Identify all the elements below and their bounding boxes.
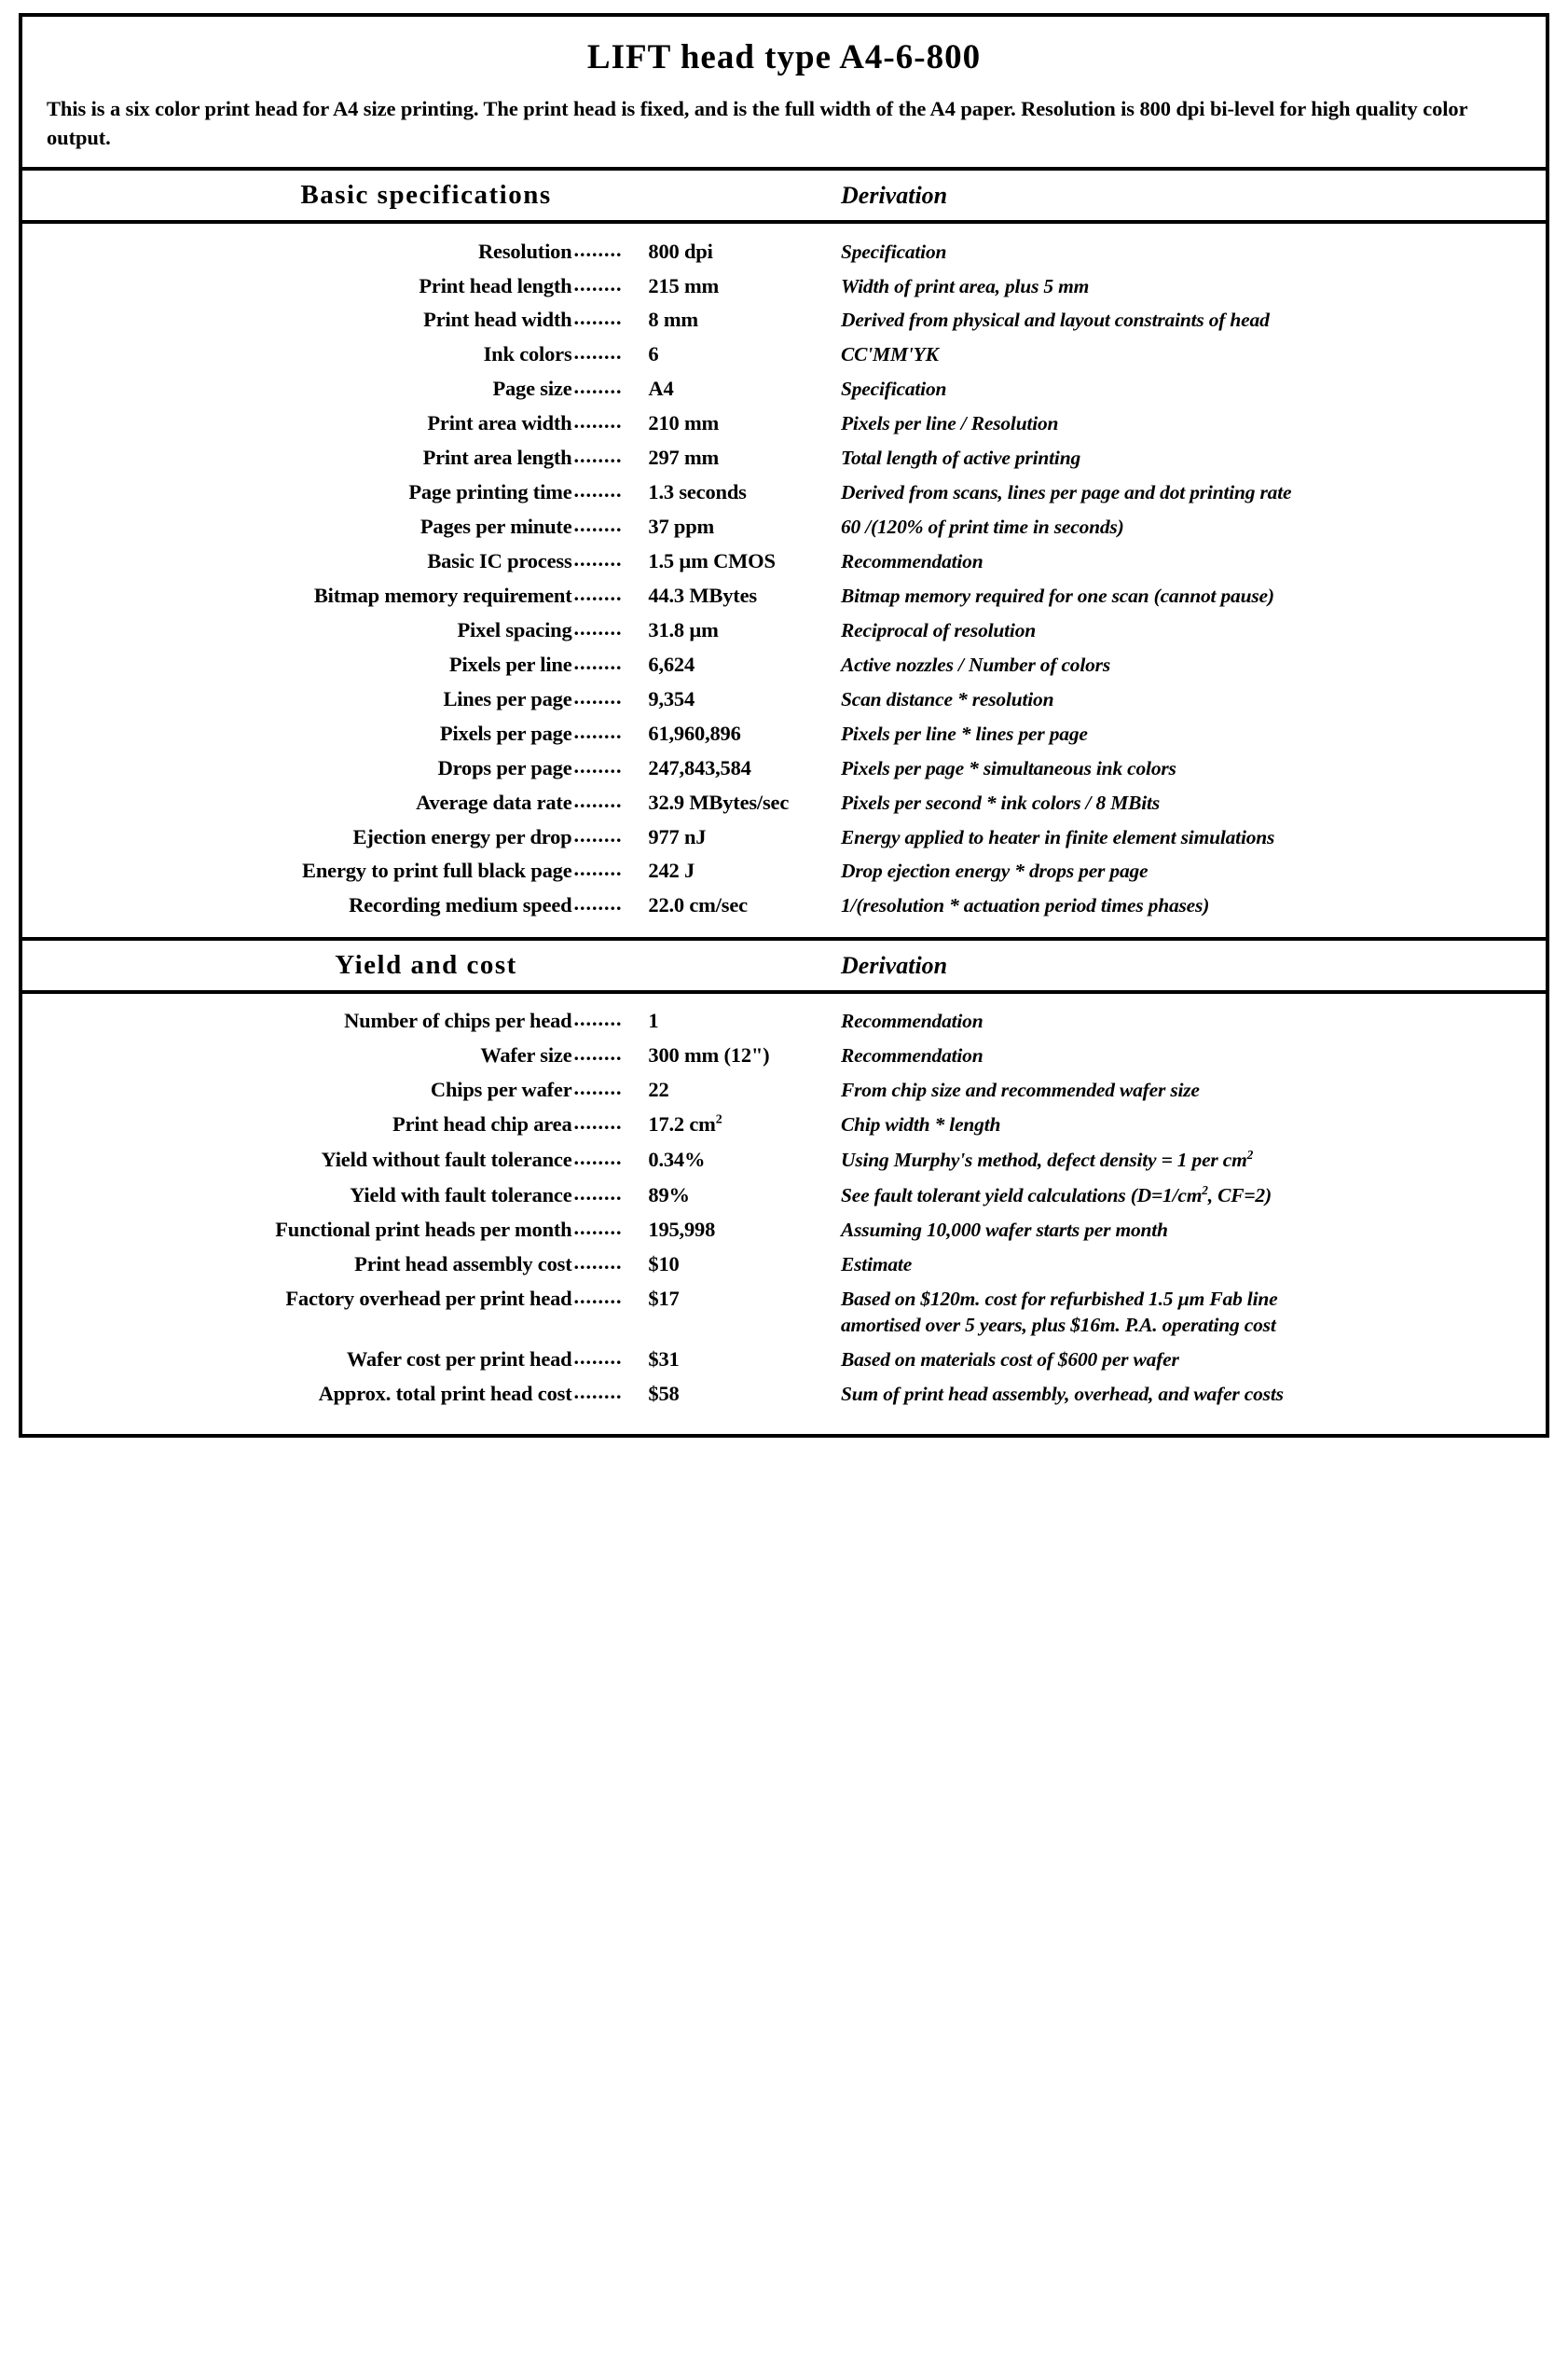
spec-label: Print head assembly cost	[354, 1252, 572, 1276]
spec-value: 44.3 MBytes	[648, 583, 757, 607]
spec-value: $31	[648, 1347, 680, 1371]
dot-leader: ........	[573, 547, 623, 572]
spec-derivation: Bitmap memory required for one scan (cannot pause)	[841, 584, 1274, 607]
spec-row	[22, 269, 1546, 304]
dot-leader: ........	[573, 788, 623, 812]
spec-row	[22, 717, 1546, 751]
dot-leader: ........	[573, 1216, 623, 1240]
spec-label: Wafer cost per print head	[346, 1347, 572, 1371]
spec-label: Resolution	[477, 239, 572, 263]
spec-value: 297 mm	[648, 446, 720, 470]
basic-specifications-rows	[22, 224, 1546, 937]
dot-leader: ........	[573, 340, 623, 365]
spec-label: Energy to print full black page	[302, 859, 572, 883]
spec-sheet	[19, 13, 1549, 1438]
spec-derivation: See fault tolerant yield calculations ($D=1/cm^2$, CF=2)	[841, 1183, 1272, 1207]
dot-leader: ........	[573, 1076, 623, 1100]
spec-value: 1	[648, 1009, 659, 1033]
spec-value: 31.8 µm	[648, 617, 719, 641]
spec-row	[22, 1005, 1546, 1040]
spec-derivation: Energy applied to heater in finite element simulations	[841, 825, 1275, 848]
dot-leader: ........	[573, 513, 623, 537]
dot-leader: ........	[573, 719, 623, 743]
spec-label: Basic IC process	[427, 549, 572, 573]
spec-label: Print head length	[419, 273, 572, 297]
spec-label: Number of chips per head	[344, 1009, 572, 1033]
spec-value: $58	[648, 1381, 680, 1405]
spec-row	[22, 648, 1546, 682]
spec-label: Lines per page	[443, 686, 572, 710]
spec-row	[22, 373, 1546, 407]
spec-derivation: Pixels per line * lines per page	[841, 722, 1088, 745]
spec-row	[22, 786, 1546, 820]
spec-label: Pixels per page	[439, 721, 572, 745]
dot-leader: ........	[573, 1007, 623, 1031]
spec-value: 17.2 $cm^2$	[648, 1112, 722, 1137]
spec-derivation: Using Murphy's method, defect density = 1 per $cm^2$	[841, 1148, 1254, 1172]
section-title: Yield and cost	[335, 949, 517, 980]
derivation-line: amortised over 5 years, plus $16m. P.A. operating cost	[841, 1314, 1276, 1337]
spec-row	[22, 545, 1546, 580]
spec-value: 1.5 µm CMOS	[648, 549, 776, 573]
yield-and-cost-rows	[22, 994, 1546, 1426]
dot-leader: ........	[573, 891, 623, 916]
spec-row	[22, 820, 1546, 855]
dot-leader: ........	[573, 409, 623, 434]
spec-value: 22	[648, 1078, 669, 1102]
spec-value: 242 J	[648, 859, 695, 883]
dot-leader: ........	[573, 581, 623, 605]
spec-label: Recording medium speed	[349, 893, 572, 917]
dot-leader: ........	[573, 1345, 623, 1370]
spec-derivation: Scan distance * resolution	[841, 687, 1054, 710]
spec-derivation: Drop ejection energy * drops per page	[841, 860, 1148, 883]
spec-value: 61,960,896	[648, 721, 741, 745]
dot-leader: ........	[573, 857, 623, 881]
spec-derivation: Specification	[841, 378, 947, 401]
spec-row	[22, 613, 1546, 648]
spec-row	[22, 338, 1546, 373]
spec-label: Ejection energy per drop	[352, 824, 572, 848]
spec-value: 6	[648, 342, 659, 366]
spec-label: Pixels per line	[448, 652, 572, 676]
spec-row	[22, 1214, 1546, 1248]
spec-value: 22.0 cm/sec	[648, 893, 748, 917]
spec-row	[22, 511, 1546, 545]
spec-label: Wafer size	[480, 1043, 572, 1068]
spec-row	[22, 682, 1546, 717]
spec-value: 89%	[648, 1183, 690, 1207]
dot-leader: ........	[573, 306, 623, 330]
spec-label: Print area length	[422, 446, 572, 470]
spec-label: Print area width	[427, 411, 572, 435]
section-title: Basic specifications	[300, 180, 552, 211]
spec-value: 195,998	[648, 1218, 716, 1242]
spec-label: Print head width	[423, 308, 572, 332]
spec-row	[22, 889, 1546, 924]
derivation-column-header: Derivation	[841, 951, 948, 979]
dot-leader: ........	[573, 375, 623, 399]
spec-derivation: Recommendation	[841, 1044, 983, 1068]
spec-derivation: CC'MM'YK	[841, 343, 939, 366]
spec-derivation: 60 /(120% of print time in seconds)	[841, 516, 1124, 539]
dot-leader: ........	[573, 1285, 623, 1309]
dot-leader: ........	[573, 684, 623, 709]
spec-row	[22, 1040, 1546, 1074]
spec-derivation: Pixels per page * simultaneous ink colors	[841, 756, 1176, 779]
page-title: LIFT head type A4-6-800	[586, 38, 982, 76]
spec-value: 800 dpi	[648, 239, 713, 263]
spec-derivation: Based on materials cost of $600 per wafer	[841, 1348, 1179, 1371]
spec-value: 1.3 seconds	[648, 480, 747, 504]
spec-label: Ink colors	[483, 342, 572, 366]
spec-derivation: Sum of print head assembly, overhead, and wafer costs	[841, 1382, 1284, 1405]
spec-value: 247,843,584	[648, 755, 751, 779]
spec-label: Yield without fault tolerance	[321, 1148, 572, 1172]
spec-value: 300 mm (12")	[648, 1043, 770, 1068]
spec-value: A4	[648, 377, 674, 401]
dot-leader: ........	[573, 444, 623, 468]
spec-derivation: From chip size and recommended wafer size	[841, 1079, 1200, 1102]
spec-row	[22, 1178, 1546, 1214]
spec-row	[22, 751, 1546, 786]
spec-row	[22, 1248, 1546, 1283]
spec-derivation	[830, 1287, 1546, 1339]
spec-derivation: Pixels per line / Resolution	[841, 412, 1059, 435]
spec-derivation: Derived from physical and layout constraints of head	[841, 309, 1270, 332]
spec-derivation: Pixels per second * ink colors / 8 MBits	[841, 791, 1160, 814]
spec-label: Page printing time	[408, 480, 572, 504]
spec-row	[22, 1377, 1546, 1412]
dot-leader: ........	[573, 822, 623, 847]
dot-leader: ........	[573, 237, 623, 261]
dot-leader: ........	[573, 1250, 623, 1275]
dot-leader: ........	[573, 1379, 623, 1403]
dot-leader: ........	[573, 1181, 623, 1206]
spec-row	[22, 442, 1546, 476]
spec-derivation: Recommendation	[841, 550, 983, 573]
spec-label: Yield with fault tolerance	[350, 1183, 572, 1207]
spec-value: 32.9 MBytes/sec	[648, 790, 790, 814]
spec-derivation: Chip width * length	[841, 1113, 1001, 1137]
dot-leader: ........	[573, 271, 623, 296]
spec-row	[22, 855, 1546, 889]
dot-leader: ........	[573, 615, 623, 640]
spec-value: 8 mm	[648, 308, 698, 332]
dot-leader: ........	[573, 650, 623, 674]
dot-leader: ........	[573, 1146, 623, 1170]
section-header-yield-and-cost	[22, 937, 1546, 994]
derivation-line: Based on $120m. cost for refurbished 1.5 µm Fab line	[841, 1288, 1278, 1311]
dot-leader: ........	[573, 478, 623, 503]
spec-derivation: Assuming 10,000 wafer starts per month	[841, 1219, 1168, 1242]
spec-row	[22, 235, 1546, 269]
spec-row	[22, 1109, 1546, 1143]
spec-row	[22, 1283, 1546, 1344]
spec-value: $10	[648, 1252, 680, 1276]
spec-label: Chips per wafer	[430, 1078, 572, 1102]
dot-leader: ........	[573, 1110, 623, 1135]
spec-label: Average data rate	[416, 790, 572, 814]
spec-derivation: Specification	[841, 240, 947, 263]
spec-label: Print head chip area	[392, 1112, 572, 1137]
spec-value: 210 mm	[648, 411, 720, 435]
document-description: This is a six color print head for A4 size printing. The print head is fixed, and is the full width of the A4 paper. Resolution is 800 dpi bi-level for high quality color output.	[47, 97, 1468, 150]
dot-leader: ........	[573, 1041, 623, 1066]
spec-row	[22, 1344, 1546, 1378]
dot-leader: ........	[573, 753, 623, 778]
spec-label: Drops per page	[437, 755, 572, 779]
spec-derivation: Active nozzles / Number of colors	[841, 653, 1111, 676]
spec-value: 37 ppm	[648, 515, 715, 539]
spec-derivation: Reciprocal of resolution	[841, 618, 1037, 641]
spec-value: 0.34%	[648, 1148, 706, 1172]
spec-label: Factory overhead per print head	[285, 1287, 572, 1311]
section-header-basic-specifications	[22, 171, 1546, 224]
spec-label: Pixel spacing	[457, 617, 572, 641]
spec-label: Functional print heads per month	[275, 1218, 572, 1242]
spec-derivation: 1/(resolution * actuation period times phases)	[841, 894, 1210, 917]
spec-derivation: Derived from scans, lines per page and dot printing rate	[841, 481, 1292, 504]
spec-value: 6,624	[648, 652, 695, 676]
spec-label: Approx. total print head cost	[318, 1381, 572, 1405]
spec-row	[22, 304, 1546, 338]
spec-value: 9,354	[648, 686, 695, 710]
derivation-column-header: Derivation	[841, 182, 948, 210]
spec-value: 215 mm	[648, 273, 720, 297]
spec-row	[22, 579, 1546, 613]
spec-value: $17	[648, 1287, 680, 1311]
spec-derivation: Total length of active printing	[841, 447, 1080, 470]
spec-derivation: Width of print area, plus 5 mm	[841, 274, 1090, 297]
bottom-spacer	[22, 1425, 1546, 1434]
spec-row	[22, 476, 1546, 511]
title-block	[22, 17, 1546, 171]
spec-value: 977 nJ	[648, 824, 707, 848]
spec-label: Page size	[492, 377, 572, 401]
spec-row	[22, 1074, 1546, 1109]
spec-derivation: Recommendation	[841, 1010, 983, 1033]
spec-label: Pages per minute	[420, 515, 572, 539]
spec-derivation: Estimate	[841, 1253, 913, 1276]
spec-label: Bitmap memory requirement	[313, 583, 572, 607]
spec-row	[22, 407, 1546, 442]
spec-row	[22, 1143, 1546, 1178]
